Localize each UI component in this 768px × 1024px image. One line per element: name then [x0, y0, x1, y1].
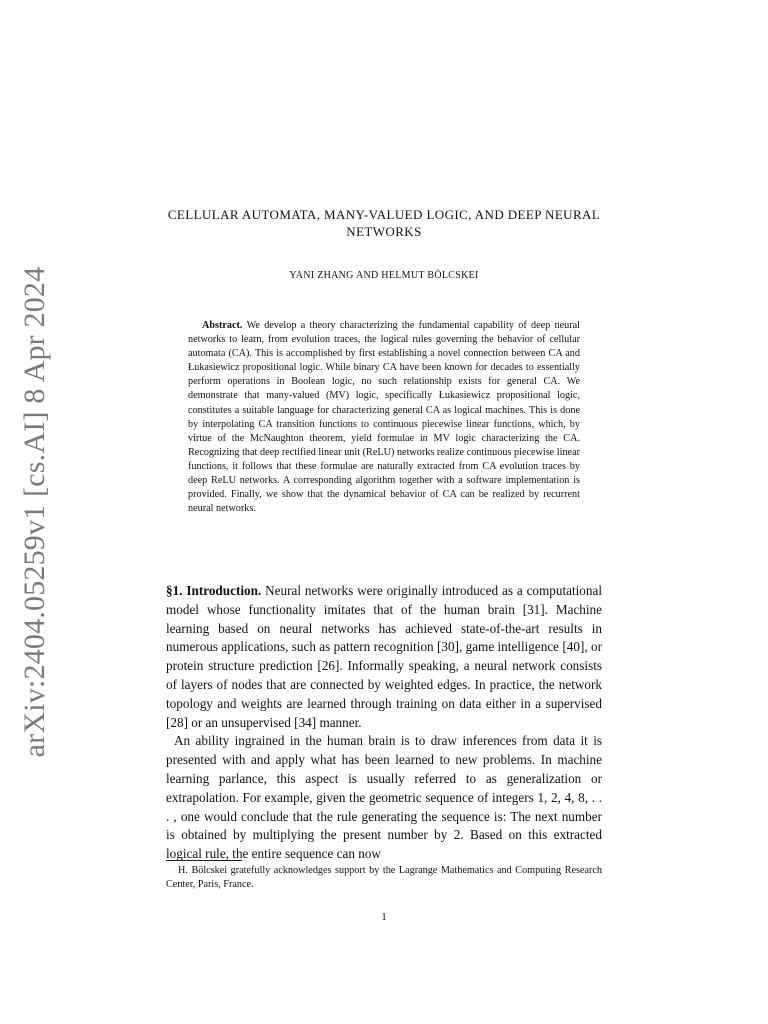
section-heading: §1. Introduction. [166, 583, 262, 598]
paper-title: CELLULAR AUTOMATA, MANY-VALUED LOGIC, AND DEEP NEURAL NETWORKS [167, 207, 601, 239]
introduction-paragraph-1-text: Neural networks were originally introduced as a computational model whose functionality imitates that of the human brain [31]. Machine learning based on neural networks has achieved state-of-the-art results in numerous applications, such as pattern recognition [30], game intelligence [40], or protein structure prediction [26]. Informally speaking, a neural network consists of layers of nodes that are connected by weighted edges. In practice, the network topology and weights are learned through training on data either in a supervised [28] or an unsupervised [34] manner. [166, 583, 603, 730]
arxiv-identifier-stamp[interactable]: arXiv:2404.05259v1 [cs.AI] 8 Apr 2024 [18, 266, 51, 758]
introduction-section [166, 582, 602, 864]
abstract-block [188, 319, 580, 516]
footnote: H. Bölcskei gratefully acknowledges support by the Lagrange Mathematics and Computing Research Center, Paris, France. [166, 865, 602, 890]
introduction-paragraph-2: An ability ingrained in the human brain is to draw inferences from data it is presented with and apply what has been learned to new problems. In machine learning parlance, this aspect is usually referred to as generalization or extrapolation. For example, given the geometric sequence of integers 1, 2, 4, 8, . . . , one would conclude that the rule generating the sequence is: The next number is obtained by multiplying the present number by 2. Based on this extracted logical rule, the entire sequence can now [166, 733, 602, 862]
paper-authors: YANI ZHANG AND HELMUT BÖLCSKEI [289, 270, 479, 281]
abstract-text: We develop a theory characterizing the fundamental capability of deep neural networks to learn, from evolution traces, the logical rules governing the behavior of cellular automata (CA). This is accomplished by first establishing a novel connection between CA and Łukasiewicz propositional logic. While binary CA have been known for decades to essentially perform operations in Boolean logic, no such relationship exists for general CA. We demonstrate that many-valued (MV) logic, specifically Łukasiewicz propositional logic, constitutes a suitable language for characterizing general CA as logical machines. This is done by interpolating CA transition functions to continuous piecewise linear functions, which, by virtue of the McNaughton theorem, yield formulae in MV logic characterizing the CA. Recognizing that deep rectified linear unit (ReLU) networks realize continuous piecewise linear functions, it follows that these formulae are naturally extracted from CA evolution traces by deep ReLU networks. A corresponding algorithm together with a software implementation is provided. Finally, we show that the dynamical behavior of CA can be realized by recurrent neural networks. [188, 320, 580, 515]
page-number: 1 [381, 911, 387, 923]
footnote-divider [166, 860, 242, 861]
introduction-paragraph-1 [166, 582, 602, 732]
abstract-heading: Abstract. [202, 320, 243, 331]
